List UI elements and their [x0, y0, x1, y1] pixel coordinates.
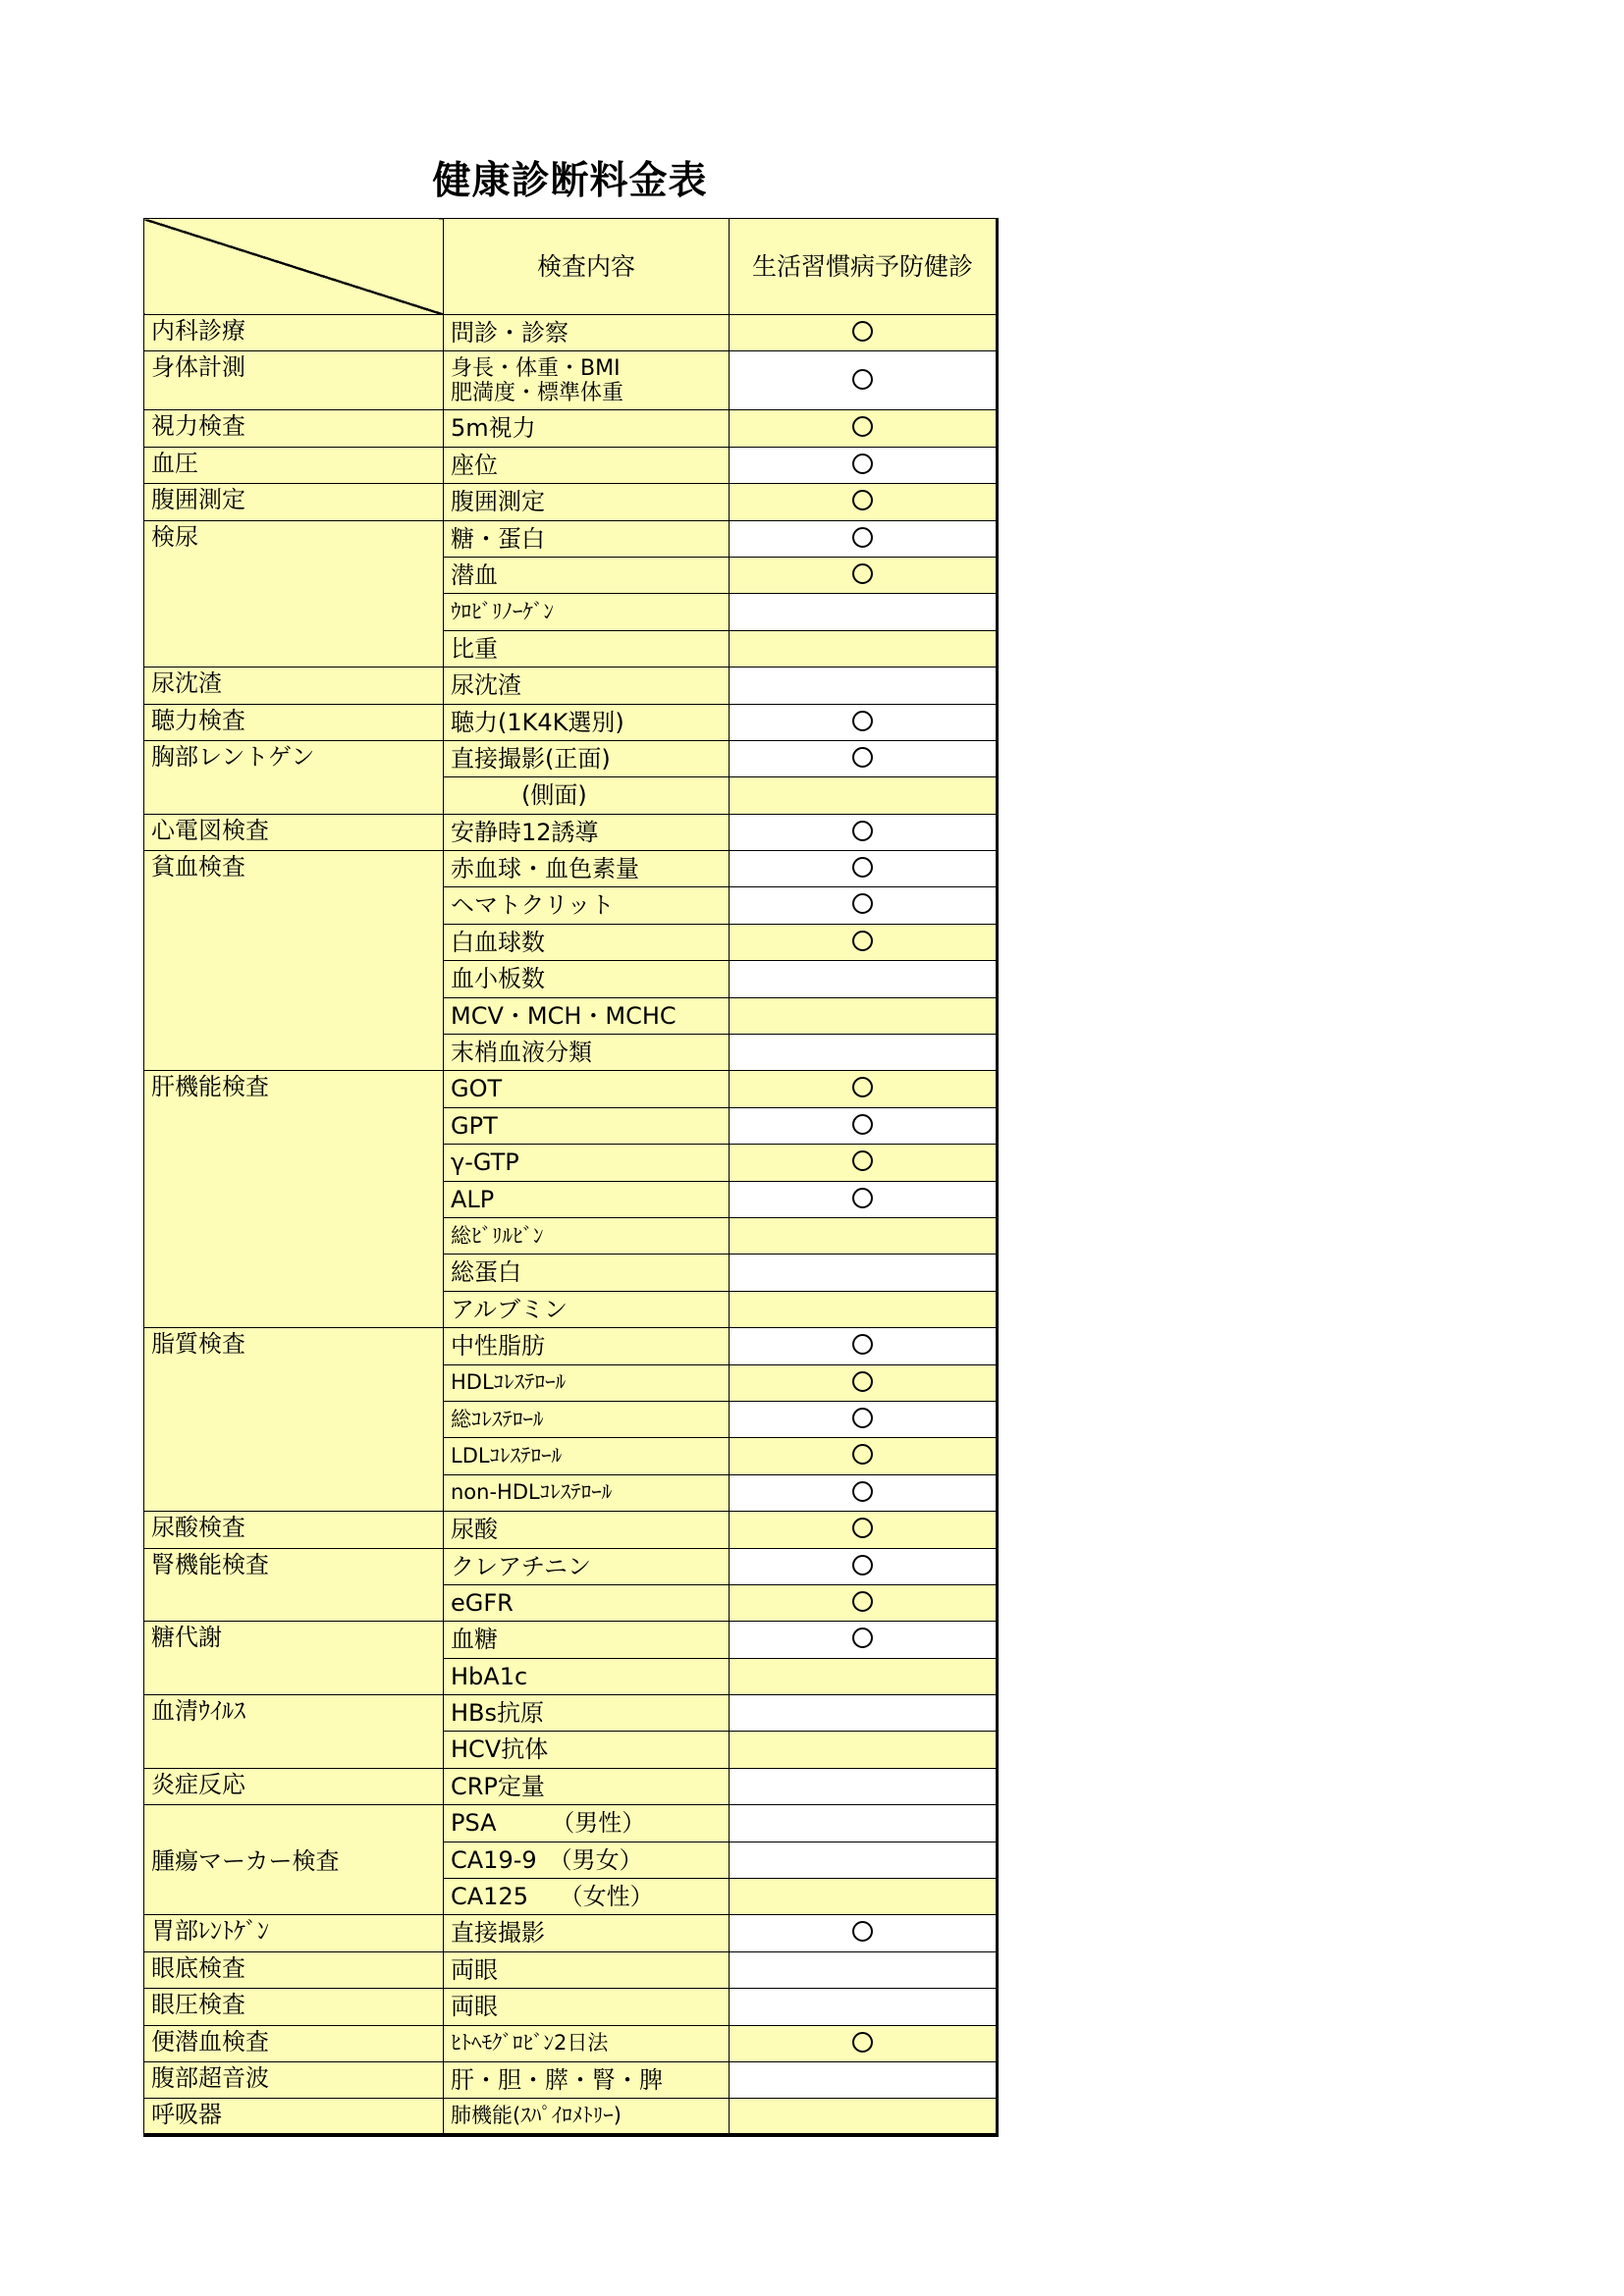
exam-item-cell: 末梢血液分類 [444, 1035, 730, 1071]
exam-item-cell: 安静時12誘導 [444, 814, 730, 850]
circle-mark-icon [852, 490, 873, 510]
exam-item-cell: ｳﾛﾋﾞﾘﾉｰｹﾞﾝ [444, 594, 730, 630]
category-cell: 糖代謝 [144, 1622, 444, 1695]
exam-item-cell: 腹囲測定 [444, 484, 730, 520]
circle-mark-icon [852, 563, 873, 584]
exam-item-cell: 血小板数 [444, 961, 730, 997]
category-cell: 肝機能検査 [144, 1071, 444, 1328]
exam-item-cell: ﾋﾄﾍﾓｸﾞﾛﾋﾞﾝ2日法 [444, 2025, 730, 2061]
circle-mark-icon [852, 821, 873, 841]
plan-mark-cell [730, 814, 998, 850]
exam-item-cell: 聴力(1K4K選別) [444, 704, 730, 740]
plan-mark-cell [730, 1181, 998, 1217]
table-row [144, 2061, 998, 2098]
exam-item-cell: 総ﾋﾞﾘﾙﾋﾞﾝ [444, 1217, 730, 1254]
exam-item-cell: 問診・診察 [444, 315, 730, 351]
table-row [144, 520, 998, 557]
category-cell: 腎機能検査 [144, 1548, 444, 1622]
plan-mark-cell [730, 2099, 998, 2135]
plan-mark-cell [730, 447, 998, 483]
category-cell: 内科診療 [144, 315, 444, 351]
table-row [144, 814, 998, 850]
plan-mark-cell [730, 1695, 998, 1732]
exam-item-cell: 比重 [444, 630, 730, 667]
plan-mark-cell [730, 887, 998, 924]
circle-mark-icon [852, 454, 873, 474]
plan-mark-cell [730, 1989, 998, 2025]
plan-mark-cell [730, 1658, 998, 1694]
exam-item-cell: 5m視力 [444, 410, 730, 447]
plan-mark-cell [730, 1915, 998, 1951]
category-cell: 眼底検査 [144, 1951, 444, 1988]
table-row [144, 667, 998, 704]
exam-item-cell: 肝・胆・膵・腎・脾 [444, 2061, 730, 2098]
exam-item-cell: 総蛋白 [444, 1255, 730, 1291]
circle-mark-icon [852, 416, 873, 437]
header-exam-content: 検査内容 [444, 219, 730, 315]
table-row [144, 2025, 998, 2061]
exam-item-cell: CA125 （女性） [444, 1879, 730, 1915]
circle-mark-icon [852, 321, 873, 342]
circle-mark-icon [852, 1921, 873, 1942]
circle-mark-icon [852, 711, 873, 731]
category-cell: 腹部超音波 [144, 2061, 444, 2098]
table-row [144, 1989, 998, 2025]
table-row [144, 315, 998, 351]
plan-mark-cell [730, 484, 998, 520]
category-cell: 炎症反応 [144, 1768, 444, 1804]
exam-item-cell: アルブミン [444, 1291, 730, 1327]
category-cell: 聴力検査 [144, 704, 444, 740]
exam-item-cell: ヘマトクリット [444, 887, 730, 924]
table-row [144, 410, 998, 447]
plan-mark-cell [730, 997, 998, 1034]
circle-mark-icon [852, 1077, 873, 1097]
exam-item-cell: non-HDLｺﾚｽﾃﾛｰﾙ [444, 1474, 730, 1511]
plan-mark-cell [730, 740, 998, 776]
category-cell: 検尿 [144, 520, 444, 667]
category-cell: 心電図検査 [144, 814, 444, 850]
header-plan-column: 生活習慣病予防健診 [730, 219, 998, 315]
circle-mark-icon [852, 1591, 873, 1612]
category-cell: 尿酸検査 [144, 1512, 444, 1548]
category-cell: 胃部ﾚﾝﾄｹﾞﾝ [144, 1915, 444, 1951]
plan-mark-cell [730, 1217, 998, 1254]
exam-item-cell: LDLｺﾚｽﾃﾛｰﾙ [444, 1438, 730, 1474]
plan-mark-cell [730, 1291, 998, 1327]
exam-item-cell: 白血球数 [444, 924, 730, 960]
exam-item-cell: 両眼 [444, 1951, 730, 1988]
category-cell: 視力検査 [144, 410, 444, 447]
exam-item-cell: 座位 [444, 447, 730, 483]
circle-mark-icon [852, 857, 873, 878]
exam-item-cell: 潜血 [444, 557, 730, 593]
exam-item-cell: 直接撮影 [444, 1915, 730, 1951]
circle-mark-icon [852, 2032, 873, 2053]
exam-item-cell: 血糖 [444, 1622, 730, 1658]
table-row [144, 1071, 998, 1107]
plan-mark-cell [730, 1364, 998, 1401]
plan-mark-cell [730, 1879, 998, 1915]
plan-mark-cell [730, 315, 998, 351]
plan-mark-cell [730, 351, 998, 410]
table-row [144, 851, 998, 887]
plan-mark-cell [730, 1512, 998, 1548]
plan-mark-cell [730, 2061, 998, 2098]
plan-mark-cell [730, 704, 998, 740]
circle-mark-icon [852, 1444, 873, 1465]
circle-mark-icon [852, 1408, 873, 1428]
exam-item-cell: GPT [444, 1107, 730, 1144]
exam-item-cell: 中性脂肪 [444, 1328, 730, 1364]
plan-mark-cell [730, 1255, 998, 1291]
plan-mark-cell [730, 1622, 998, 1658]
exam-item-cell: 両眼 [444, 1989, 730, 2025]
table-row [144, 1695, 998, 1732]
exam-item-cell: MCV・MCH・MCHC [444, 997, 730, 1034]
plan-mark-cell [730, 1548, 998, 1584]
circle-mark-icon [852, 1150, 873, 1171]
exam-item-cell: 尿沈渣 [444, 667, 730, 704]
category-cell: 身体計測 [144, 351, 444, 410]
plan-mark-cell [730, 410, 998, 447]
table-row [144, 2099, 998, 2135]
page-title: 健康診断料金表 [432, 159, 708, 203]
category-cell: 血圧 [144, 447, 444, 483]
plan-mark-cell [730, 1584, 998, 1621]
table-row [144, 484, 998, 520]
plan-mark-cell [730, 1842, 998, 1878]
table-row [144, 1328, 998, 1364]
plan-mark-cell [730, 777, 998, 814]
exam-item-cell: HbA1c [444, 1658, 730, 1694]
exam-item-cell: 尿酸 [444, 1512, 730, 1548]
category-cell: 腫瘍マーカー検査 [144, 1805, 444, 1915]
exam-item-cell: CRP定量 [444, 1768, 730, 1804]
table-row [144, 740, 998, 776]
header-row [144, 219, 998, 315]
exam-item-cell: GOT [444, 1071, 730, 1107]
plan-mark-cell [730, 924, 998, 960]
plan-mark-cell [730, 961, 998, 997]
exam-item-cell: ALP [444, 1181, 730, 1217]
plan-mark-cell [730, 594, 998, 630]
plan-mark-cell [730, 1035, 998, 1071]
circle-mark-icon [852, 747, 873, 768]
category-cell: 呼吸器 [144, 2099, 444, 2135]
exam-item-cell: HDLｺﾚｽﾃﾛｰﾙ [444, 1364, 730, 1401]
category-cell: 血清ｳｲﾙｽ [144, 1695, 444, 1769]
circle-mark-icon [852, 1334, 873, 1355]
plan-mark-cell [730, 1768, 998, 1804]
table-row [144, 1622, 998, 1658]
circle-mark-icon [852, 1371, 873, 1392]
exam-item-cell: 赤血球・血色素量 [444, 851, 730, 887]
circle-mark-icon [852, 1114, 873, 1135]
plan-mark-cell [730, 1401, 998, 1437]
plan-mark-cell [730, 1474, 998, 1511]
table-row [144, 351, 998, 410]
table-row [144, 1768, 998, 1804]
exam-item-cell: 身長・体重・BMI 肥満度・標準体重 [444, 351, 730, 410]
plan-mark-cell [730, 1732, 998, 1768]
table-row [144, 1548, 998, 1584]
category-cell: 便潜血検査 [144, 2025, 444, 2061]
circle-mark-icon [852, 893, 873, 914]
exam-item-cell: 総ｺﾚｽﾃﾛｰﾙ [444, 1401, 730, 1437]
exam-item-cell: (側面) [444, 777, 730, 814]
circle-mark-icon [852, 369, 873, 390]
circle-mark-icon [852, 1481, 873, 1502]
fee-table [143, 218, 999, 2137]
exam-item-cell: γ-GTP [444, 1145, 730, 1181]
circle-mark-icon [852, 1628, 873, 1648]
circle-mark-icon [852, 527, 873, 548]
plan-mark-cell [730, 1951, 998, 1988]
category-cell: 脂質検査 [144, 1328, 444, 1512]
exam-item-cell: クレアチニン [444, 1548, 730, 1584]
plan-mark-cell [730, 851, 998, 887]
exam-item-cell: PSA （男性） [444, 1805, 730, 1842]
plan-mark-cell [730, 630, 998, 667]
circle-mark-icon [852, 931, 873, 951]
plan-mark-cell [730, 1438, 998, 1474]
exam-item-cell: HCV抗体 [444, 1732, 730, 1768]
table-row [144, 1915, 998, 1951]
plan-mark-cell [730, 667, 998, 704]
plan-mark-cell [730, 1071, 998, 1107]
exam-item-cell: eGFR [444, 1584, 730, 1621]
exam-item-cell: 糖・蛋白 [444, 520, 730, 557]
category-cell: 貧血検査 [144, 851, 444, 1071]
circle-mark-icon [852, 1188, 873, 1208]
plan-mark-cell [730, 1107, 998, 1144]
category-cell: 胸部レントゲン [144, 740, 444, 814]
plan-mark-cell [730, 1145, 998, 1181]
exam-item-cell: HBs抗原 [444, 1695, 730, 1732]
exam-item-cell: CA19-9 （男女） [444, 1842, 730, 1878]
plan-mark-cell [730, 1805, 998, 1842]
circle-mark-icon [852, 1518, 873, 1538]
category-cell: 腹囲測定 [144, 484, 444, 520]
plan-mark-cell [730, 1328, 998, 1364]
table-row [144, 447, 998, 483]
header-diagonal-cell [144, 219, 444, 315]
circle-mark-icon [852, 1555, 873, 1575]
table-row [144, 1951, 998, 1988]
table-row [144, 1512, 998, 1548]
category-cell: 尿沈渣 [144, 667, 444, 704]
table-row [144, 704, 998, 740]
table-row [144, 1805, 998, 1842]
plan-mark-cell [730, 520, 998, 557]
plan-mark-cell [730, 557, 998, 593]
exam-item-cell: 直接撮影(正面) [444, 740, 730, 776]
exam-item-cell: 肺機能(ｽﾊﾟｲﾛﾒﾄﾘｰ) [444, 2099, 730, 2135]
plan-mark-cell [730, 2025, 998, 2061]
category-cell: 眼圧検査 [144, 1989, 444, 2025]
